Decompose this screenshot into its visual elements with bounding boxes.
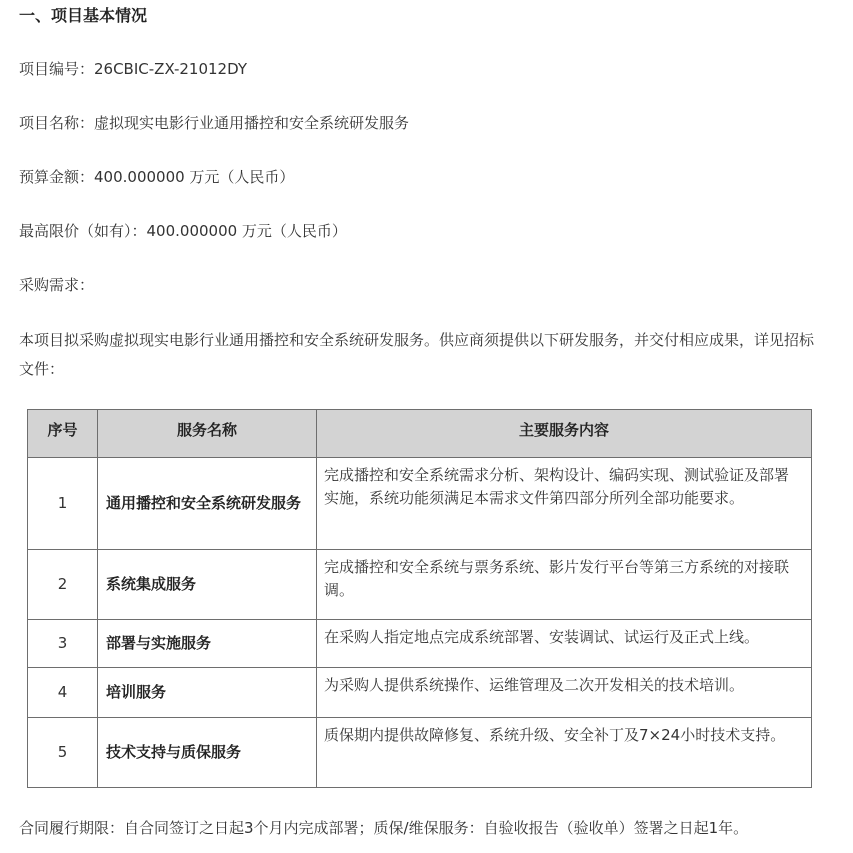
row-service-name: 培训服务 bbox=[98, 668, 317, 718]
row-service-name: 部署与实施服务 bbox=[98, 620, 317, 668]
budget-amount: 预算金额：400.000000 万元（人民币） bbox=[19, 168, 295, 186]
header-no: 序号 bbox=[28, 410, 98, 458]
section-title: 一、项目基本情况 bbox=[19, 6, 148, 25]
project-number: 项目编号：26CBIC-ZX-21012DY bbox=[19, 60, 247, 78]
row-service-content: 质保期内提供故障修复、系统升级、安全补丁及7×24小时技术支持。 bbox=[317, 718, 812, 788]
row-no: 2 bbox=[28, 550, 98, 620]
procurement-intro: 本项目拟采购虚拟现实电影行业通用播控和安全系统研发服务。供应商须提供以下研发服务，并交付相应成果，详见招标文件： bbox=[19, 331, 815, 378]
header-service-name: 服务名称 bbox=[98, 410, 317, 458]
header-service-content: 主要服务内容 bbox=[317, 410, 812, 458]
row-no: 4 bbox=[28, 668, 98, 718]
row-service-content: 完成播控和安全系统需求分析、架构设计、编码实现、测试验证及部署实施，系统功能须满足本需求文件第四部分所列全部功能要求。 bbox=[317, 458, 812, 550]
max-price: 最高限价（如有）：400.000000 万元（人民币） bbox=[19, 222, 347, 240]
row-service-name: 技术支持与质保服务 bbox=[98, 718, 317, 788]
row-no: 1 bbox=[28, 458, 98, 550]
row-service-content: 为采购人提供系统操作、运维管理及二次开发相关的技术培训。 bbox=[317, 668, 812, 718]
row-service-content: 在采购人指定地点完成系统部署、安装调试、试运行及正式上线。 bbox=[317, 620, 812, 668]
services-table bbox=[27, 409, 812, 788]
row-service-name: 系统集成服务 bbox=[98, 550, 317, 620]
table-row bbox=[28, 620, 812, 668]
row-no: 5 bbox=[28, 718, 98, 788]
table-row bbox=[28, 550, 812, 620]
project-name: 项目名称：虚拟现实电影行业通用播控和安全系统研发服务 bbox=[19, 114, 410, 132]
procurement-label: 采购需求： bbox=[19, 276, 95, 294]
row-service-name: 通用播控和安全系统研发服务 bbox=[98, 458, 317, 550]
row-service-content: 完成播控和安全系统与票务系统、影片发行平台等第三方系统的对接联调。 bbox=[317, 550, 812, 620]
table-row bbox=[28, 458, 812, 550]
table-row bbox=[28, 668, 812, 718]
table-header-row bbox=[28, 410, 812, 458]
table-row bbox=[28, 718, 812, 788]
row-no: 3 bbox=[28, 620, 98, 668]
contract-term: 合同履行期限：自合同签订之日起3个月内完成部署；质保/维保服务：自验收报告（验收单）签署之日起1年。 bbox=[19, 819, 749, 837]
